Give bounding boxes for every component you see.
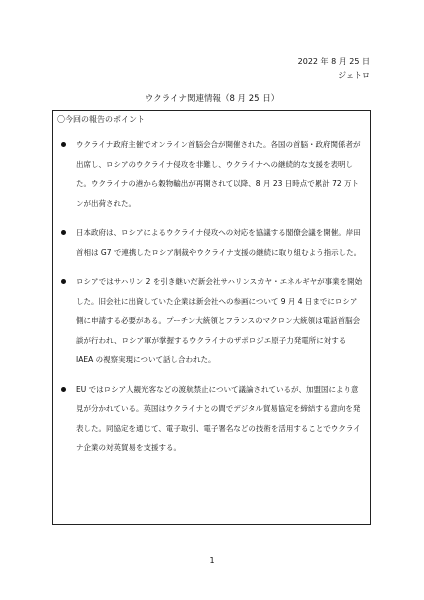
bullet-text: ロシアではサハリン 2 を引き継いだ新会社サハリンスカヤ・エネルギヤが事業を開始した。旧会社に出資していた企業は新会社への参画について 9 月 4 日までにロシア側に申請する必要がある。プーチン大統領とフランスのマクロン大統領は電話首脳会談が行われ、ロシア軍が掌握するウクライナのザポロジエ原子力発電所に対する IAEA の視察実現について話し合われた。 (76, 277, 363, 364)
organization-name: ジェトロ (338, 71, 370, 80)
bullet-icon (61, 142, 66, 147)
bullet-item (53, 135, 370, 213)
bullet-text: 日本政府は、ロシアによるウクライナ侵攻への対応を協議する閣僚会議を開催。岸田首相は G7 で連携したロシア制裁やウクライナ支援の継続に取り組むよう指示した。 (76, 228, 362, 257)
summary-box (52, 110, 371, 525)
page-number: 1 (209, 556, 215, 565)
bullet-icon (61, 387, 66, 392)
bullet-text: EU ではロシア人観光客などの渡航禁止について議論されているが、加盟国により意見が分かれている。英国はウクライナとの間でデジタル貿易協定を締結する意向を発表した。同協定を通じて、電子取引、電子署名などの技術を活用することでウクライナ企業の対英貿易を支援する。 (76, 384, 361, 452)
bullet-icon (61, 230, 66, 235)
document-date: 2022 年 8 月 25 日 (297, 57, 370, 66)
bullet-list (53, 135, 370, 468)
bullet-item (53, 223, 370, 262)
bullet-icon (61, 279, 66, 284)
bullet-item (53, 272, 370, 370)
bullet-text: ウクライナ政府主催でオンライン首脳会合が開催された。各国の首脳・政府関係者が出席し、ロシアのウクライナ侵攻を非難し、ウクライナへの継続的な支援を表明した。ウクライナの港から穀物輸出が再開されて以降、8 月 23 日時点で累計 72 万トンが出荷された。 (76, 140, 361, 208)
summary-heading: 〇今回の報告のポイント (57, 115, 145, 124)
document-title: ウクライナ関連情報（8 月 25 日） (144, 94, 280, 104)
bullet-item (53, 380, 370, 458)
